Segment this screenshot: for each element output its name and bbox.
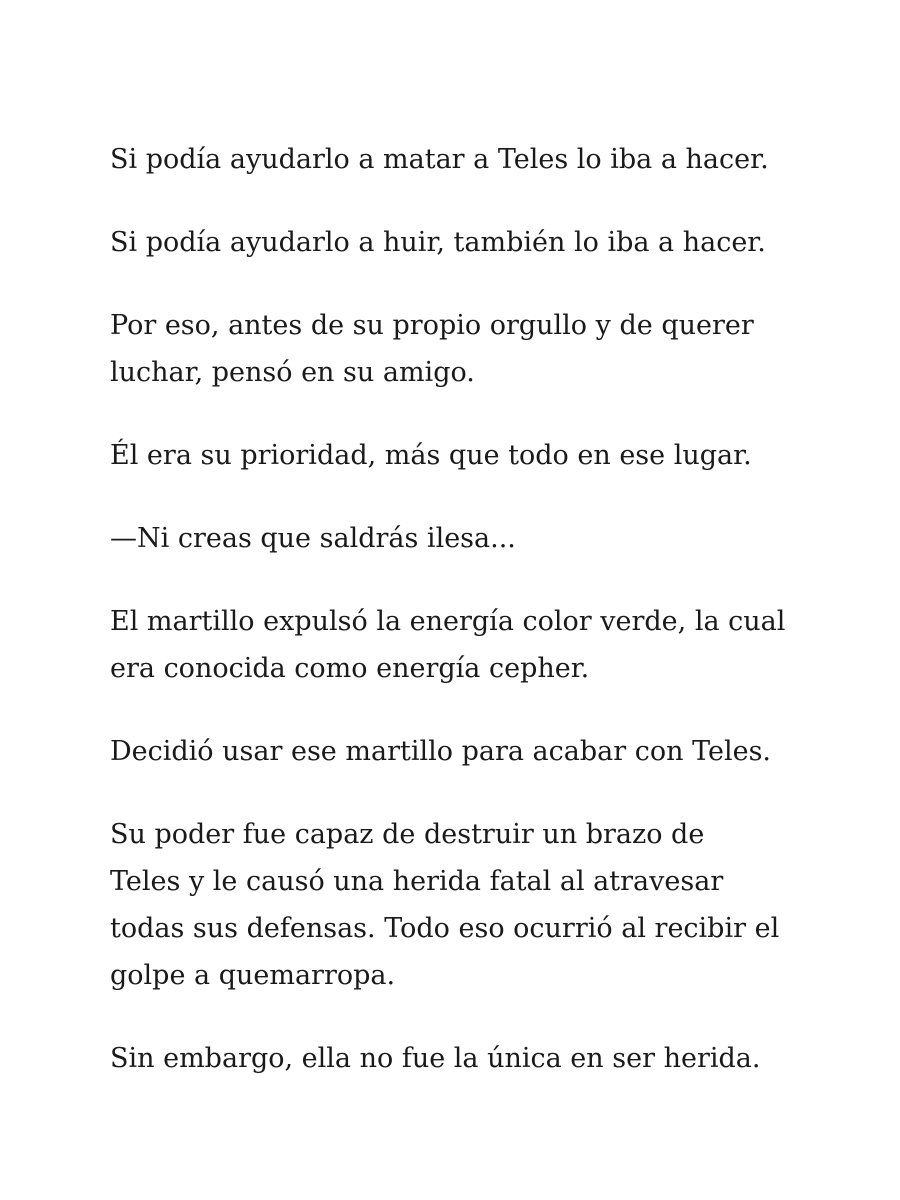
text-line: Por eso, antes de su propio orgullo y de querer <box>110 310 754 341</box>
paragraph <box>110 728 810 775</box>
text-line: —Ni creas que saldrás ilesa... <box>110 523 516 554</box>
paragraph <box>110 811 810 999</box>
text-line: Él era su prioridad, más que todo en ese lugar. <box>110 440 752 471</box>
text-line: Teles y le causó una herida fatal al atravesar <box>110 866 724 897</box>
paragraph <box>110 598 810 692</box>
dialogue-paragraph <box>110 515 810 562</box>
text-line: todas sus defensas. Todo eso ocurrió al recibir el <box>110 913 780 944</box>
paragraph <box>110 302 810 396</box>
text-line: era conocida como energía cepher. <box>110 653 590 684</box>
paragraph <box>110 219 810 266</box>
text-line: luchar, pensó en su amigo. <box>110 357 475 388</box>
text-line: Sin embargo, ella no fue la única en ser herida. <box>110 1043 761 1074</box>
text-line: Decidió usar ese martillo para acabar con Teles. <box>110 736 772 767</box>
story-text <box>110 136 810 1118</box>
text-line: Si podía ayudarlo a matar a Teles lo iba a hacer. <box>110 144 769 175</box>
text-line: Su poder fue capaz de destruir un brazo de <box>110 819 705 850</box>
paragraph <box>110 1035 810 1082</box>
text-line: golpe a quemarropa. <box>110 960 396 991</box>
text-line: Si podía ayudarlo a huir, también lo iba a hacer. <box>110 227 766 258</box>
text-line: El martillo expulsó la energía color verde, la cual <box>110 606 786 637</box>
paragraph <box>110 432 810 479</box>
paragraph <box>110 136 810 183</box>
